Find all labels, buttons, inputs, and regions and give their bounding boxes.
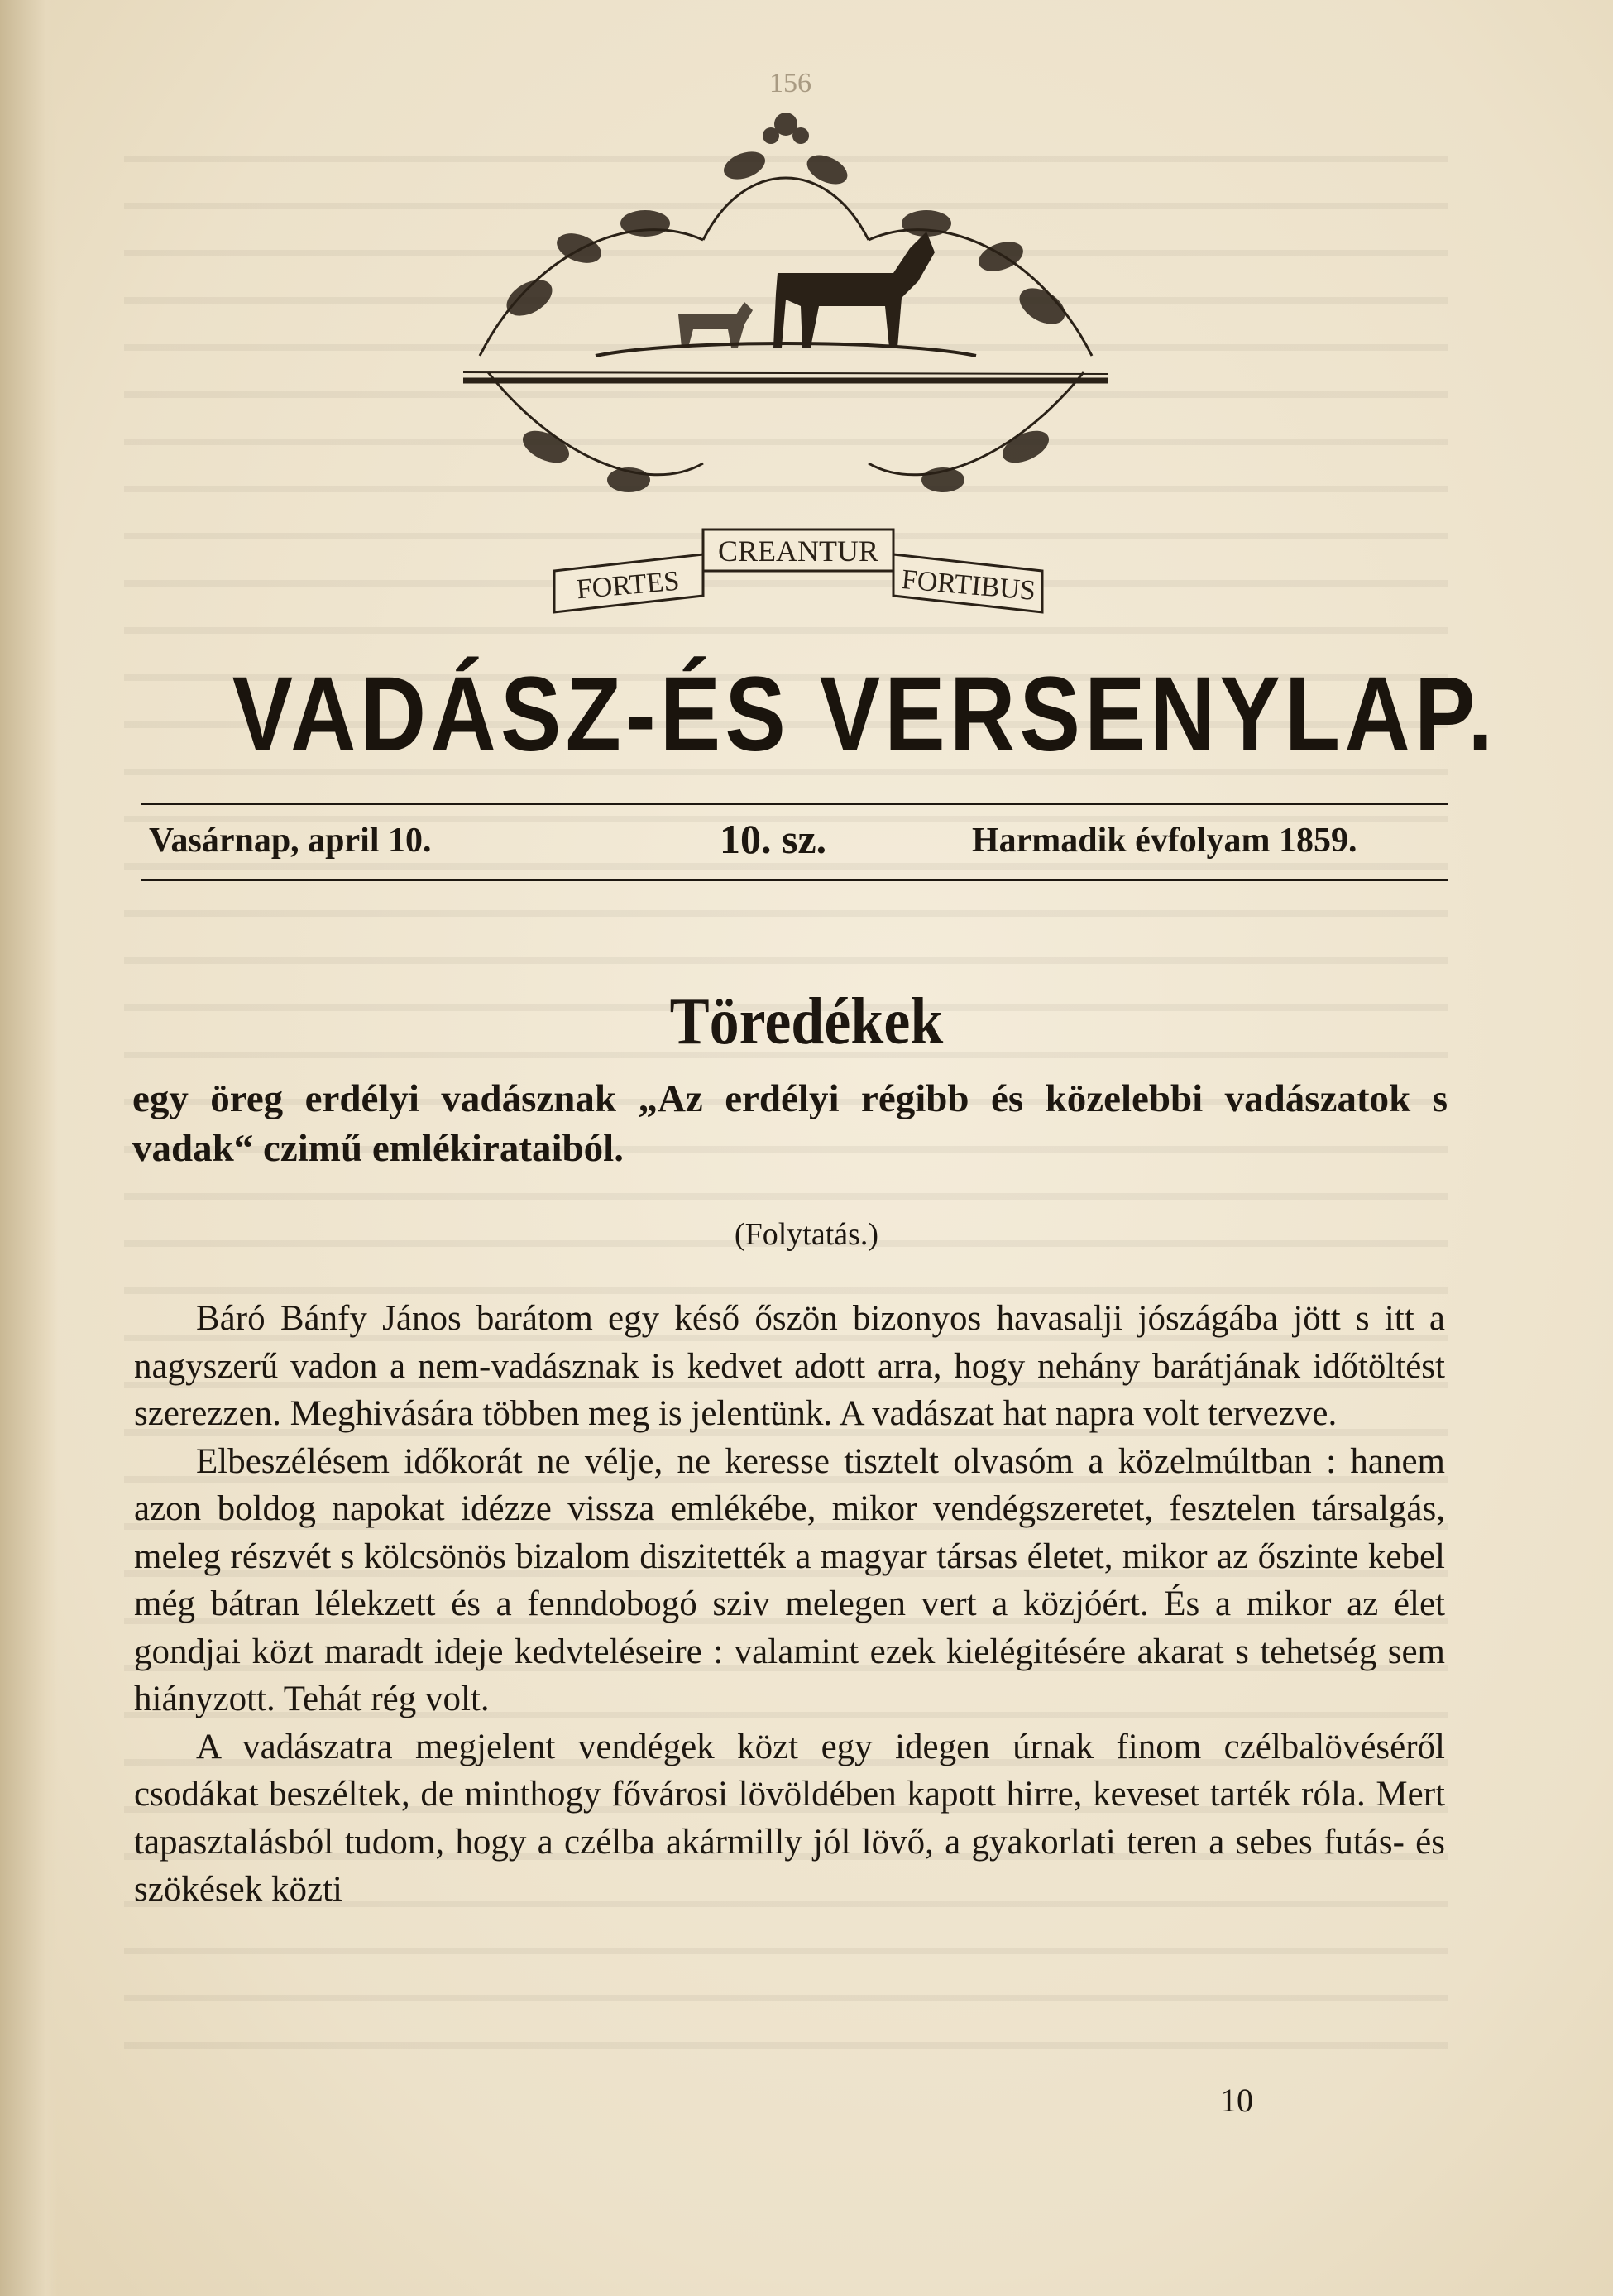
page-number-bottom: 10 [1220,2082,1253,2119]
continued-note: (Folytatás.) [734,1217,879,1252]
issue-number: 10. sz. [720,816,827,862]
masthead-title: VADÁSZ-ÉS VERSENYLAP. [232,655,1498,774]
dateline-day: Vasárnap, april 10. [149,822,432,860]
paragraph: A vadászatra megjelent vendégek közt egy idegen úrnak finom czélbalövéséről csodákat beszéltek, de minthogy fővárosi lövöldében kapott hirre, keveset tarték róla. Mert tapasztalásból tudom, hogy a czélba akármilly jól lövő, a gyakorlati teren a sebes futás- és szökések közti [134,1727,1445,1909]
motto-left: FORTES [575,565,681,606]
volume-year: Harmadik évfolyam 1859. [972,822,1357,860]
binding-gutter [0,0,58,2296]
article-body [134,1295,1445,1914]
motto-center: CREANTUR [717,534,879,568]
article-subtitle: egy öreg erdélyi vadásznak „Az erdélyi régibb és közelebbi vadászatok s vadak“ czimű emlékirataiból. [132,1077,1448,1170]
page-number-top: 156 [769,68,811,98]
article-title: Töredékek [669,985,944,1058]
dateline-rule-top [141,803,1448,805]
masthead-vignette [430,108,1142,637]
paragraph: Báró Bánfy János barátom egy késő őszön bizonyos havasalji jószágába jött s itt a nagyszerű vadon a nem-vadásznak is kedvet adott arra, hogy nehány barátjának időtöltést szerezzen. Meghivására többen meg is jelentünk. A vadászat hat napra volt tervezve. [134,1299,1445,1433]
dateline-rule-bottom [141,879,1448,881]
motto-right: FORTIBUS [900,564,1037,607]
paragraph: Elbeszélésem időkorát ne vélje, ne keresse tisztelt olvasóm a közelmúltban : hanem azon boldog napokat idézze vissza emlékébe, mikor vendégszeretet, fesztelen társalgás, meleg részvét s kölcsönös bizalom diszitették a magyar társas életet, mikor az őszinte kebel még bátran lélekzett és a fenndobogó sziv melegen vert a közjóért. És a mikor az élet gondjai közt maradt ideje kedvteléseire : valamint ezek kielégitésére akarat s tehetség sem hiányzott. Tehát rég volt. [134,1441,1445,1718]
